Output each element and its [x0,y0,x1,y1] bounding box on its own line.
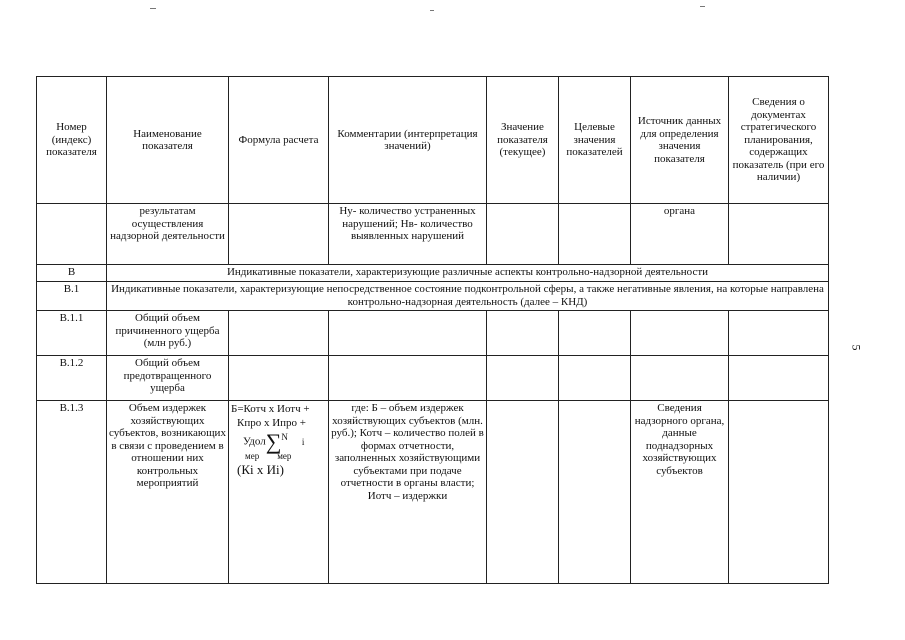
subsection-row [37,282,829,311]
header-comment: Комментарии (интерпретация значений) [329,77,487,204]
formula-upper-limit: N [281,432,288,442]
formula-line: (Кi х Иi) [237,462,284,478]
cell-strategic-docs [729,204,829,265]
formula-line: Кпро х Ипро + [237,417,307,429]
cell-data-source [631,311,729,356]
section-title: Индикативные показатели, характеризующие различные аспекты контрольно-надзорной деятельности [107,265,829,282]
formula-line: Б=Котч х Иотч + [231,403,310,415]
scan-artifact [700,6,705,7]
cell-name: Объем издержек хозяйствующих субъектов, возникающих в связи с проведением в отношении них контрольных мероприятий [107,401,229,584]
cell-name: результатам осуществления надзорной деятельности [107,204,229,265]
sum-symbol: ∑ [265,429,282,455]
section-row [37,265,829,282]
cell-target-values [559,204,631,265]
formula-index: i [301,436,305,447]
header-strategic-docs: Сведения о документах стратегического планирования, содержащих показатель (при его наличии) [729,77,829,204]
cell-current-value [487,401,559,584]
cell-current-value [487,204,559,265]
cell-index [37,204,107,265]
table-row [37,204,829,265]
scan-artifact [150,8,156,9]
cell-formula [229,311,329,356]
table-header-row [37,77,829,204]
cell-index: В.1 [37,282,107,311]
cell-current-value [487,311,559,356]
header-data-source: Источник данных для определения значения показателя [631,77,729,204]
cell-data-source: органа [631,204,729,265]
cell-name: Общий объем причиненного ущерба (млн руб.) [107,311,229,356]
cell-index: В [37,265,107,282]
scan-artifact [430,10,434,11]
cell-formula [229,204,329,265]
indicators-table [36,76,829,584]
formula-term: Удол [243,435,266,448]
cell-formula [229,401,329,584]
cell-current-value [487,356,559,401]
header-current-value: Значение показателя (текущее) [487,77,559,204]
formula-line: мер мер [245,451,292,462]
cell-comment: Ну- количество устраненных нарушений; Нв- количество выявленных нарушений [329,204,487,265]
cell-index: В.1.2 [37,356,107,401]
cell-target-values [559,356,631,401]
cell-data-source: Сведения надзорного органа, данные поднадзорных хозяйствующих субъектов [631,401,729,584]
table-row [37,401,829,584]
subsection-title: Индикативные показатели, характеризующие непосредственное состояние подконтрольной сферы, а также негативные явления, на которые направлена контрольно-надзорная деятельность (далее – КНД) [107,282,829,311]
cell-index: В.1.1 [37,311,107,356]
formula-line [231,429,326,455]
header-index: Номер (индекс) показателя [37,77,107,204]
table-row [37,356,829,401]
cell-comment [329,311,487,356]
table-row [37,311,829,356]
header-formula: Формула расчета [229,77,329,204]
cell-target-values [559,401,631,584]
cell-name: Общий объем предотвращенного ущерба [107,356,229,401]
cell-formula [229,356,329,401]
cell-index: В.1.3 [37,401,107,584]
cell-strategic-docs [729,356,829,401]
cell-strategic-docs [729,311,829,356]
cell-strategic-docs [729,401,829,584]
page-number: 5 [849,344,864,351]
cell-comment [329,356,487,401]
cell-target-values [559,311,631,356]
cell-comment: где: Б – объем издержек хозяйствующих субъектов (млн. руб.); Котч – количество полей в формах отчетности, заполненных хозяйствующими субъектами при подаче отчетности в органы власти; Иотч – издержки [329,401,487,584]
cell-data-source [631,356,729,401]
header-name: Наименование показателя [107,77,229,204]
header-target-values: Целевые значения показателей [559,77,631,204]
